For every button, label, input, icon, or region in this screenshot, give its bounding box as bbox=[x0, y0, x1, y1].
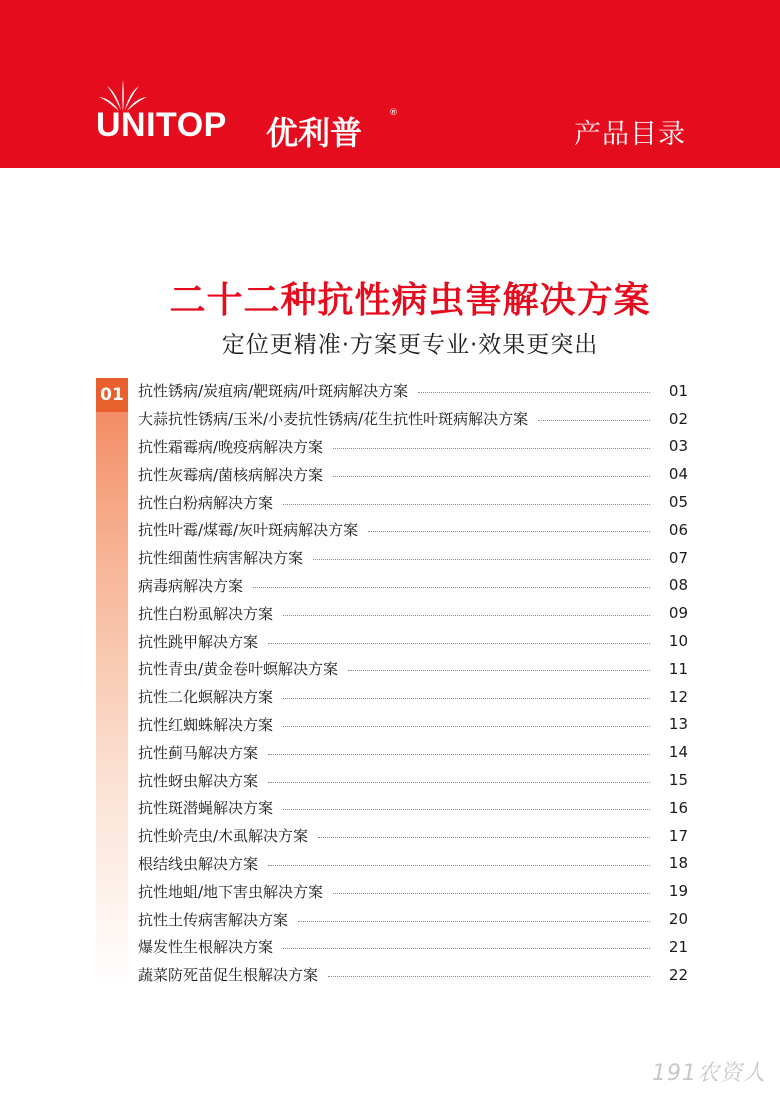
toc-entry-page: 13 bbox=[668, 715, 688, 734]
toc-entry-label: 抗性二化螟解决方案 bbox=[138, 688, 274, 707]
toc-entry-page: 19 bbox=[668, 882, 688, 901]
toc-entry[interactable] bbox=[138, 655, 688, 683]
toc-entry-label: 抗性叶霉/煤霉/灰叶斑病解决方案 bbox=[138, 521, 359, 540]
header-banner bbox=[0, 0, 780, 168]
toc-entry-label: 根结线虫解决方案 bbox=[138, 854, 259, 873]
toc-entry[interactable] bbox=[138, 544, 688, 572]
toc-entry[interactable] bbox=[138, 794, 688, 822]
toc-entry-label: 抗性锈病/炭疽病/靶斑病/叶斑病解决方案 bbox=[138, 382, 409, 401]
toc-entry-page: 15 bbox=[668, 771, 688, 790]
toc-entry-page: 05 bbox=[668, 493, 688, 512]
toc-entry[interactable] bbox=[138, 905, 688, 933]
brand-name-cn: 优利普 bbox=[266, 114, 363, 152]
toc-entry[interactable] bbox=[138, 488, 688, 516]
toc-entry-label: 抗性青虫/黄金卷叶螟解决方案 bbox=[138, 660, 339, 679]
section-side-bar bbox=[96, 378, 128, 988]
toc-entry[interactable] bbox=[138, 572, 688, 600]
toc-entry-label: 抗性白粉病解决方案 bbox=[138, 493, 274, 512]
toc-entry-label: 抗性土传病害解决方案 bbox=[138, 910, 289, 929]
header-title: 产品目录 bbox=[574, 119, 686, 150]
toc-entry-page: 20 bbox=[668, 910, 688, 929]
toc-entry-label: 大蒜抗性锈病/玉米/小麦抗性锈病/花生抗性叶斑病解决方案 bbox=[138, 410, 529, 429]
watermark: 191农资人 bbox=[652, 1061, 766, 1086]
toc-entry-page: 07 bbox=[668, 548, 688, 567]
toc-entry-page: 22 bbox=[668, 965, 688, 984]
toc-entry-label: 抗性白粉虱解决方案 bbox=[138, 604, 274, 623]
toc-entry[interactable] bbox=[138, 961, 688, 989]
toc-leader-dots bbox=[283, 504, 650, 505]
toc-entry[interactable] bbox=[138, 460, 688, 488]
toc-entry-label: 抗性地蛆/地下害虫解决方案 bbox=[138, 882, 324, 901]
toc-leader-dots bbox=[333, 476, 650, 477]
toc-entry[interactable] bbox=[138, 377, 688, 405]
toc-entry[interactable] bbox=[138, 683, 688, 711]
toc-entry-label: 抗性灰霉病/菌核病解决方案 bbox=[138, 465, 324, 484]
toc-entry-page: 03 bbox=[668, 437, 688, 456]
toc-entry-label: 抗性细菌性病害解决方案 bbox=[138, 549, 304, 568]
toc-entry-page: 18 bbox=[668, 854, 688, 873]
toc-leader-dots bbox=[328, 976, 650, 977]
table-of-contents bbox=[138, 377, 688, 989]
toc-entry-page: 21 bbox=[668, 937, 688, 956]
toc-entry[interactable] bbox=[138, 627, 688, 655]
toc-leader-dots bbox=[283, 726, 650, 727]
toc-leader-dots bbox=[333, 893, 650, 894]
toc-leader-dots bbox=[418, 392, 650, 393]
toc-leader-dots bbox=[348, 670, 650, 671]
toc-entry-page: 04 bbox=[668, 465, 688, 484]
toc-leader-dots bbox=[253, 587, 650, 588]
toc-leader-dots bbox=[268, 754, 650, 755]
toc-entry[interactable] bbox=[138, 738, 688, 766]
toc-entry-page: 01 bbox=[668, 381, 688, 400]
toc-entry-page: 06 bbox=[668, 520, 688, 539]
catalog-title: 二十二种抗性病虫害解决方案 bbox=[169, 280, 651, 321]
toc-entry-page: 16 bbox=[668, 798, 688, 817]
toc-entry[interactable] bbox=[138, 516, 688, 544]
toc-leader-dots bbox=[283, 948, 650, 949]
toc-entry-page: 11 bbox=[668, 659, 688, 678]
toc-entry-page: 14 bbox=[668, 743, 688, 762]
toc-entry[interactable] bbox=[138, 405, 688, 433]
toc-entry-label: 抗性斑潜蝇解决方案 bbox=[138, 799, 274, 818]
toc-entry-label: 抗性霜霉病/晚疫病解决方案 bbox=[138, 437, 324, 456]
toc-leader-dots bbox=[268, 782, 650, 783]
toc-entry[interactable] bbox=[138, 766, 688, 794]
toc-entry-page: 08 bbox=[668, 576, 688, 595]
toc-leader-dots bbox=[268, 865, 650, 866]
toc-leader-dots bbox=[368, 531, 650, 532]
registered-mark: ® bbox=[389, 108, 398, 118]
brand-name-en: UNITOP bbox=[96, 106, 227, 144]
toc-entry[interactable] bbox=[138, 599, 688, 627]
toc-entry-label: 抗性跳甲解决方案 bbox=[138, 632, 259, 651]
section-number-badge: 01 bbox=[96, 378, 128, 412]
toc-entry-label: 爆发性生根解决方案 bbox=[138, 938, 274, 957]
brand-logo bbox=[96, 78, 406, 152]
toc-leader-dots bbox=[283, 615, 650, 616]
toc-leader-dots bbox=[283, 809, 650, 810]
toc-leader-dots bbox=[333, 448, 650, 449]
toc-entry[interactable] bbox=[138, 877, 688, 905]
toc-entry-page: 02 bbox=[668, 409, 688, 428]
toc-entry-label: 抗性蚜虫解决方案 bbox=[138, 771, 259, 790]
toc-leader-dots bbox=[283, 698, 650, 699]
toc-leader-dots bbox=[298, 921, 650, 922]
toc-entry-page: 17 bbox=[668, 826, 688, 845]
toc-entry[interactable] bbox=[138, 433, 688, 461]
toc-leader-dots bbox=[268, 643, 650, 644]
toc-entry-page: 12 bbox=[668, 687, 688, 706]
toc-entry-label: 抗性红蜘蛛解决方案 bbox=[138, 715, 274, 734]
toc-entry-label: 蔬菜防死苗促生根解决方案 bbox=[138, 966, 319, 985]
toc-leader-dots bbox=[313, 559, 650, 560]
toc-entry[interactable] bbox=[138, 933, 688, 961]
toc-leader-dots bbox=[538, 420, 650, 421]
toc-entry-page: 09 bbox=[668, 604, 688, 623]
toc-entry-page: 10 bbox=[668, 632, 688, 651]
catalog-subtitle: 定位更精准·方案更专业·效果更突出 bbox=[221, 332, 599, 358]
toc-entry-label: 病毒病解决方案 bbox=[138, 576, 244, 595]
toc-entry-label: 抗性蚧壳虫/木虱解决方案 bbox=[138, 827, 309, 846]
toc-leader-dots bbox=[318, 837, 650, 838]
toc-entry-label: 抗性蓟马解决方案 bbox=[138, 743, 259, 762]
toc-entry[interactable] bbox=[138, 850, 688, 878]
toc-entry[interactable] bbox=[138, 711, 688, 739]
toc-entry[interactable] bbox=[138, 822, 688, 850]
